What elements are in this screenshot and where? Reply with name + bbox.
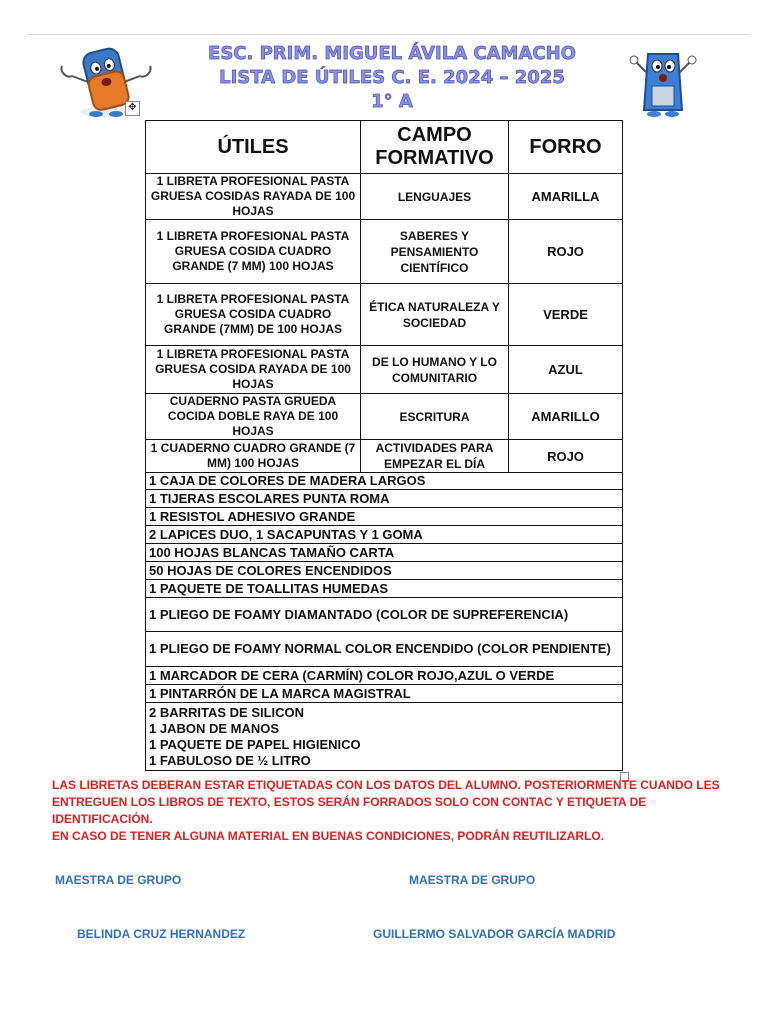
header-utiles: ÚTILES (146, 121, 361, 174)
campo-cell: ESCRITURA (361, 394, 509, 440)
list-item (146, 526, 623, 544)
item-line: 1 PAQUETE DE PAPEL HIGIENICO (149, 736, 361, 752)
table-row (146, 174, 623, 220)
item-cell: 1 PINTARRÓN DE LA MARCA MAGISTRAL (146, 685, 623, 703)
item-cell: 1 PAQUETE DE TOALLITAS HUMEDAS (146, 580, 623, 598)
table-row (146, 284, 623, 346)
signature-right-title: MAESTRA DE GRUPO (409, 873, 536, 887)
item-line: 2 BARRITAS DE SILICON (149, 704, 305, 720)
list-item (146, 508, 623, 526)
list-item (146, 473, 623, 490)
header-forro: FORRO (509, 121, 623, 174)
table-row (146, 440, 623, 473)
campo-cell: DE LO HUMANO Y LO COMUNITARIO (361, 346, 509, 394)
item-cell: 2 LAPICES DUO, 1 SACAPUNTAS Y 1 GOMA (146, 526, 623, 544)
item-cell: 1 CAJA DE COLORES DE MADERA LARGOS (146, 473, 623, 490)
supplies-table (145, 120, 623, 771)
list-item (146, 544, 623, 562)
util-cell: 1 LIBRETA PROFESIONAL PASTA GRUESA COSIDA CUADRO GRANDE (7 MM) 100 HOJAS (146, 220, 361, 284)
list-item (146, 490, 623, 508)
campo-cell: SABERES Y PENSAMIENTO CIENTÍFICO (361, 220, 509, 284)
item-line: 1 JABON DE MANOS (149, 720, 280, 736)
item-cell: 100 HOJAS BLANCAS TAMAÑO CARTA (146, 544, 623, 562)
item-cell-multi (146, 703, 623, 771)
list-item (146, 598, 623, 632)
header-campo-formativo: CAMPO FORMATIVO (361, 121, 509, 174)
list-title: LISTA DE ÚTILES C. E. 2024 – 2025 (219, 67, 565, 88)
campo-cell: ACTIVIDADES PARA EMPEZAR EL DÍA (361, 440, 509, 473)
signature-left-name: BELINDA CRUZ HERNANDEZ (77, 927, 246, 941)
table-row (146, 220, 623, 284)
move-handle-icon[interactable]: ✥ (125, 101, 140, 116)
forro-cell: AMARILLO (509, 394, 623, 440)
item-cell: 1 MARCADOR DE CERA (CARMÍN) COLOR ROJO,AZUL O VERDE (146, 667, 623, 685)
util-cell: CUADERNO PASTA GRUEDA COCIDA DOBLE RAYA DE 100 HOJAS (146, 394, 361, 440)
list-item (146, 580, 623, 598)
document-header (150, 42, 634, 114)
util-cell: 1 LIBRETA PROFESIONAL PASTA GRUESA COSIDA CUADRO GRANDE (7MM) DE 100 HOJAS (146, 284, 361, 346)
table-row (146, 394, 623, 440)
list-item (146, 562, 623, 580)
page-top-rule (28, 34, 750, 35)
util-cell: 1 LIBRETA PROFESIONAL PASTA GRUESA COSIDAS RAYADA DE 100 HOJAS (146, 174, 361, 220)
util-cell: 1 CUADERNO CUADRO GRANDE (7 MM) 100 HOJAS (146, 440, 361, 473)
util-cell: 1 LIBRETA PROFESIONAL PASTA GRUESA COSIDA RAYADA DE 100 HOJAS (146, 346, 361, 394)
notes-block (52, 777, 732, 845)
item-cell: 1 PLIEGO DE FOAMY DIAMANTADO (COLOR DE SUPREFERENCIA) (146, 598, 623, 632)
table-row (146, 346, 623, 394)
forro-cell: AZUL (509, 346, 623, 394)
forro-cell: VERDE (509, 284, 623, 346)
signature-left-title: MAESTRA DE GRUPO (55, 873, 182, 887)
item-cell: 1 RESISTOL ADHESIVO GRANDE (146, 508, 623, 526)
campo-cell: LENGUAJES (361, 174, 509, 220)
note-labeling: LAS LIBRETAS DEBERAN ESTAR ETIQUETADAS CON LOS DATOS DEL ALUMNO. POSTERIORMENTE CUANDO LES ENTREGUEN LOS LIBROS DE TEXTO, ESTOS SERÁN FORRADOS SOLO CON CONTAC Y ETIQUETA DE IDENTIFICACIÓN. (52, 778, 720, 826)
item-cell: 1 TIJERAS ESCOLARES PUNTA ROMA (146, 490, 623, 508)
school-name: ESC. PRIM. MIGUEL ÁVILA CAMACHO (208, 43, 576, 64)
item-line: 1 FABULOSO DE ½ LITRO (149, 752, 311, 768)
forro-cell: ROJO (509, 220, 623, 284)
item-cell: 1 PLIEGO DE FOAMY NORMAL COLOR ENCENDIDO (COLOR PENDIENTE) (146, 632, 623, 667)
note-reuse: EN CASO DE TENER ALGUNA MATERIAL EN BUENAS CONDICIONES, PODRÁN REUTILIZARLO. (52, 829, 605, 843)
grade-group: 1° A (371, 91, 413, 112)
list-item (146, 667, 623, 685)
table-header-row (146, 121, 623, 174)
list-item (146, 703, 623, 771)
item-cell: 50 HOJAS DE COLORES ENCENDIDOS (146, 562, 623, 580)
signature-right-name: GUILLERMO SALVADOR GARCÍA MADRID (373, 927, 616, 941)
list-item (146, 632, 623, 667)
campo-cell: ÉTICA NATURALEZA Y SOCIEDAD (361, 284, 509, 346)
forro-cell: ROJO (509, 440, 623, 473)
sharpener-mascot-icon (624, 40, 702, 120)
list-item (146, 685, 623, 703)
forro-cell: AMARILLA (509, 174, 623, 220)
